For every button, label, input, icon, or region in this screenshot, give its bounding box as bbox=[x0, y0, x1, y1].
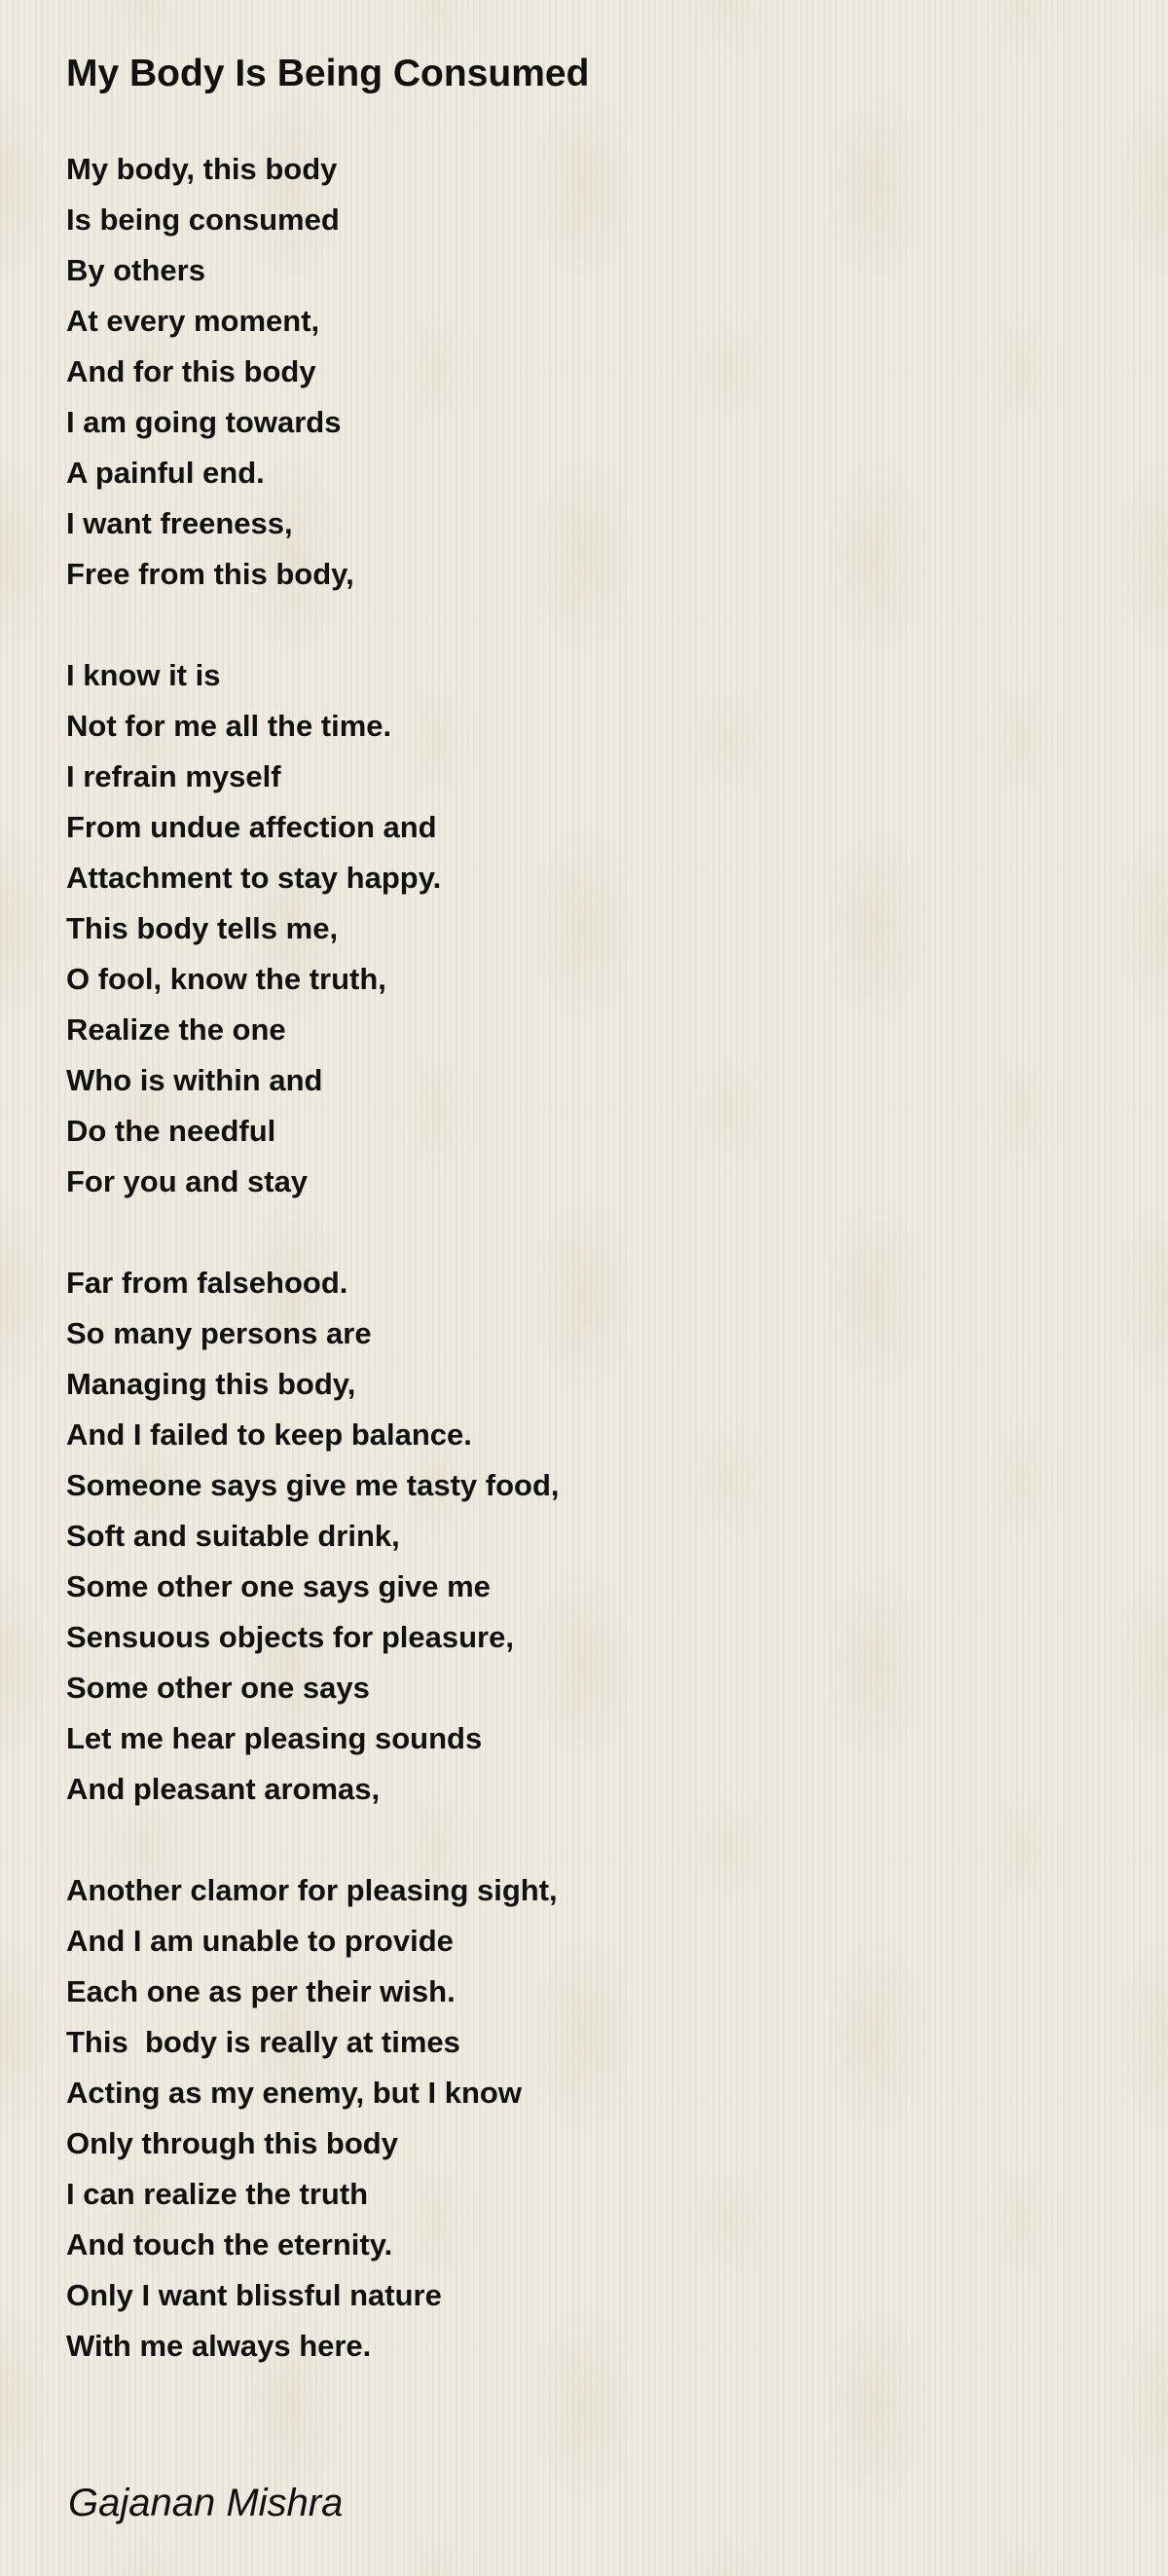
poem-line: At every moment, bbox=[66, 304, 320, 338]
poem-line: Realize the one bbox=[66, 1012, 286, 1047]
poem-line: Managing this body, bbox=[66, 1367, 356, 1401]
poem-line: Attachment to stay happy. bbox=[66, 861, 442, 895]
poem-line: Is being consumed bbox=[66, 202, 340, 237]
poem-line: Each one as per their wish. bbox=[66, 1974, 456, 2008]
poem-line: A painful end. bbox=[66, 456, 265, 490]
poem-line: Who is within and bbox=[66, 1063, 323, 1097]
poem-line: This body tells me, bbox=[66, 911, 339, 945]
poem-line: My body, this body bbox=[66, 152, 338, 186]
poem-line: And I failed to keep balance. bbox=[66, 1417, 472, 1452]
poem-line: Free from this body, bbox=[66, 557, 354, 591]
poem-line: Soft and suitable drink, bbox=[66, 1519, 400, 1553]
poem-line: Only through this body bbox=[66, 2126, 398, 2160]
poem-line: I am going towards bbox=[66, 405, 342, 439]
poem-line: I refrain myself bbox=[66, 759, 281, 793]
poem-line: By others bbox=[66, 253, 205, 287]
poem-line: Only I want blissful nature bbox=[66, 2278, 442, 2312]
poem-line: And pleasant aromas, bbox=[66, 1772, 381, 1806]
poem-line: Sensuous objects for pleasure, bbox=[66, 1620, 514, 1654]
poem-line: So many persons are bbox=[66, 1316, 372, 1350]
poem-line: Do the needful bbox=[66, 1114, 276, 1148]
poem-line: I want freeness, bbox=[66, 506, 293, 540]
stanza-2 bbox=[66, 650, 1098, 1207]
stanza-4 bbox=[66, 1865, 1098, 2372]
poem-line: And touch the eternity. bbox=[66, 2227, 393, 2262]
poem-line: And for this body bbox=[66, 354, 316, 388]
poem-line: I can realize the truth bbox=[66, 2177, 369, 2211]
poem-line: Some other one says bbox=[66, 1671, 370, 1705]
poem-line: This body is really at times bbox=[66, 2025, 460, 2059]
stanza-3 bbox=[66, 1258, 1098, 1815]
poem-line: I know it is bbox=[66, 658, 221, 692]
poem-author: Gajanan Mishra bbox=[68, 2482, 344, 2524]
poem-line: Far from falsehood. bbox=[66, 1266, 348, 1300]
poem-line: Some other one says give me bbox=[66, 1569, 491, 1603]
poem-line: Acting as my enemy, but I know bbox=[66, 2076, 522, 2110]
poem-line: Another clamor for pleasing sight, bbox=[66, 1873, 558, 1907]
poem-title: My Body Is Being Consumed bbox=[66, 53, 590, 94]
poem-line: Let me hear pleasing sounds bbox=[66, 1721, 483, 1755]
poem-line: O fool, know the truth, bbox=[66, 962, 386, 996]
stanza-1 bbox=[66, 144, 1098, 600]
poem-body bbox=[66, 144, 1098, 2422]
poem-line: Someone says give me tasty food, bbox=[66, 1468, 560, 1502]
poem-line: From undue affection and bbox=[66, 810, 437, 844]
poem-line: With me always here. bbox=[66, 2329, 372, 2363]
poem-line: Not for me all the time. bbox=[66, 709, 392, 743]
poem-line: For you and stay bbox=[66, 1164, 309, 1198]
poem-line: And I am unable to provide bbox=[66, 1924, 454, 1958]
